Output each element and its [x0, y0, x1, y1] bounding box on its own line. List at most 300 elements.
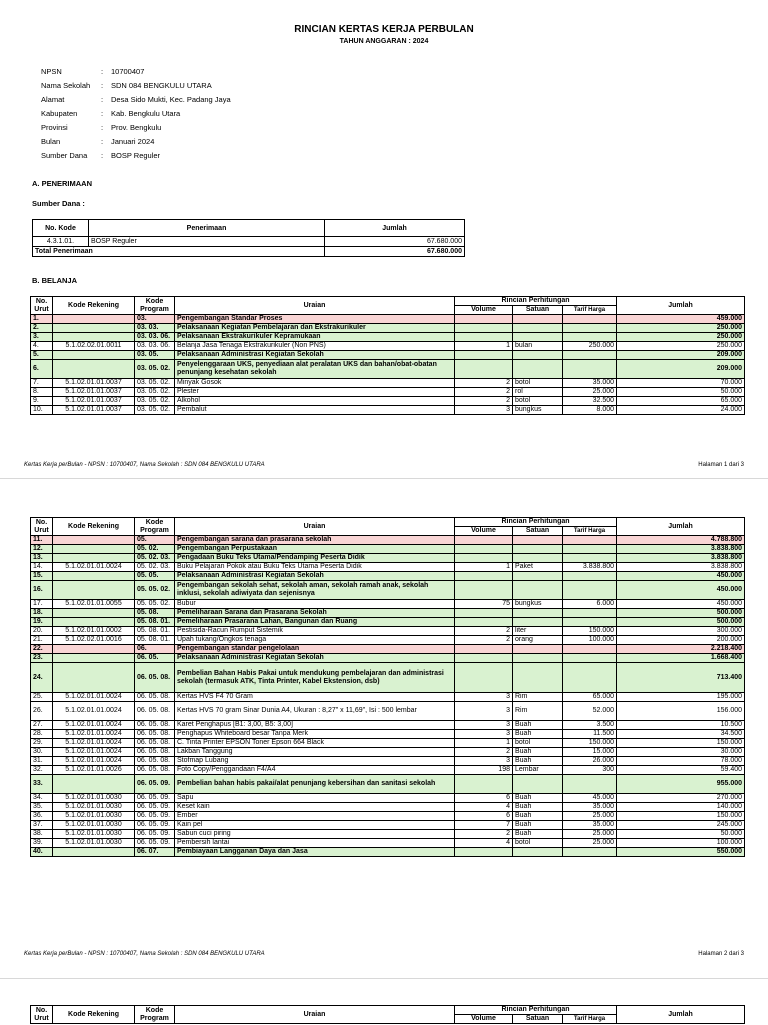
info-row — [41, 120, 231, 134]
jumlah-cell: 67.680.000 — [325, 237, 465, 247]
tarif-cell: 25.000 — [563, 388, 617, 397]
kode-program-cell: 06. 05. 09. — [135, 821, 175, 830]
table-row — [31, 702, 745, 721]
table-row — [31, 830, 745, 839]
no-cell: 23. — [31, 654, 53, 663]
info-value: Prov. Bengkulu — [111, 122, 162, 132]
kode-rekening-cell — [53, 554, 135, 563]
kode-program-cell: 05. 08. 01. — [135, 636, 175, 645]
no-cell: 36. — [31, 812, 53, 821]
header-no-kode: No. Kode — [33, 220, 89, 237]
kode-rekening-cell — [53, 351, 135, 360]
belanja-table-page-1 — [30, 296, 745, 415]
belanja-body-page-2 — [31, 536, 745, 857]
info-colon: : — [101, 108, 104, 118]
no-cell: 8. — [31, 388, 53, 397]
kode-program-cell: 05. 08. 01. — [135, 618, 175, 627]
kode-rekening-cell — [53, 645, 135, 654]
kode-rekening-cell: 5.1.02.01.01.0024 — [53, 730, 135, 739]
no-cell: 12. — [31, 545, 53, 554]
table-row — [31, 554, 745, 563]
no-cell: 31. — [31, 757, 53, 766]
table-row — [31, 636, 745, 645]
volume-cell: 6 — [455, 812, 513, 821]
uraian-cell: Penyelenggaraan UKS, penyediaan alat peralatan UKS dan bahan/obat-obatan penunjang kesehatan sekolah — [175, 360, 455, 379]
satuan-cell: Buah — [513, 821, 563, 830]
table-row — [31, 812, 745, 821]
info-row — [41, 148, 231, 162]
kode-program-cell: 05. 05. — [135, 572, 175, 581]
no-cell: 24. — [31, 663, 53, 693]
kode-rekening-cell — [53, 609, 135, 618]
table-row — [31, 645, 745, 654]
uraian-cell: Pembiayaan Langganan Daya dan Jasa — [175, 848, 455, 857]
kode-program-cell: 03. 05. 02. — [135, 388, 175, 397]
kode-rekening-cell — [53, 315, 135, 324]
kode-rekening-cell — [53, 663, 135, 693]
no-cell: 15. — [31, 572, 53, 581]
uraian-cell: Sapu — [175, 794, 455, 803]
info-value: SDN 084 BENGKULU UTARA — [111, 80, 212, 90]
satuan-cell — [513, 333, 563, 342]
header-rincian: Rincian Perhitungan — [455, 297, 617, 306]
header-kode-program: Kode Program — [135, 1006, 175, 1024]
table-row — [31, 627, 745, 636]
tarif-cell — [563, 351, 617, 360]
total-label: Total Penerimaan — [33, 247, 325, 257]
tarif-cell: 3.838.800 — [563, 563, 617, 572]
total-value: 67.680.000 — [325, 247, 465, 257]
uraian-cell: Pemeliharaan Prasarana Lahan, Bangunan dan Ruang — [175, 618, 455, 627]
info-colon: : — [101, 150, 104, 160]
jumlah-cell: 100.000 — [617, 839, 745, 848]
kode-rekening-cell: 5.1.02.01.01.0030 — [53, 821, 135, 830]
table-row — [31, 324, 745, 333]
kode-program-cell: 06. 05. 08. — [135, 739, 175, 748]
document-page-2 — [0, 478, 768, 979]
header-no-urut: No. Urut — [31, 1006, 53, 1024]
table-row — [31, 848, 745, 857]
tarif-cell — [563, 333, 617, 342]
kode-rekening-cell — [53, 775, 135, 794]
table-row — [31, 721, 745, 730]
info-label: NPSN — [41, 66, 62, 76]
kode-rekening-cell — [53, 324, 135, 333]
kode-rekening-cell — [53, 536, 135, 545]
kode-program-cell: 05. 05. 02. — [135, 581, 175, 600]
satuan-cell: botol — [513, 379, 563, 388]
volume-cell: 3 — [455, 693, 513, 702]
uraian-cell: Bubur — [175, 600, 455, 609]
kode-program-cell: 05. — [135, 536, 175, 545]
satuan-cell: Buah — [513, 812, 563, 821]
table-row — [31, 730, 745, 739]
jumlah-cell: 209.000 — [617, 351, 745, 360]
kode-program-cell: 06. 05. 08. — [135, 702, 175, 721]
volume-cell: 3 — [455, 757, 513, 766]
header-satuan: Satuan — [513, 527, 563, 536]
jumlah-cell: 24.000 — [617, 406, 745, 415]
jumlah-cell: 459.000 — [617, 315, 745, 324]
tarif-cell: 6.000 — [563, 600, 617, 609]
header-jumlah: Jumlah — [617, 518, 745, 536]
jumlah-cell: 1.668.400 — [617, 654, 745, 663]
no-cell: 27. — [31, 721, 53, 730]
kode-program-cell: 06. 05. 09. — [135, 830, 175, 839]
jumlah-cell: 200.000 — [617, 636, 745, 645]
satuan-cell: Buah — [513, 730, 563, 739]
kode-rekening-cell: 5.1.02.01.01.0002 — [53, 627, 135, 636]
no-cell: 39. — [31, 839, 53, 848]
tarif-cell: 35.000 — [563, 821, 617, 830]
header-no-urut: No. Urut — [31, 518, 53, 536]
volume-cell — [455, 645, 513, 654]
kode-program-cell: 06. 05. 08. — [135, 721, 175, 730]
satuan-cell: Buah — [513, 721, 563, 730]
satuan-cell: orang — [513, 636, 563, 645]
uraian-cell: Pembelian bahan habis pakai/alat penunjang kebersihan dan sanitasi sekolah — [175, 775, 455, 794]
uraian-cell: Minyak Gosok — [175, 379, 455, 388]
satuan-cell: liter — [513, 627, 563, 636]
kode-program-cell: 06. 05. 08. — [135, 663, 175, 693]
kode-rekening-cell: 5.1.02.01.01.0030 — [53, 794, 135, 803]
satuan-cell: botol — [513, 739, 563, 748]
uraian-cell: Buku Pelajaran Pokok atau Buku Teks Utama Peserta Didik — [175, 563, 455, 572]
uraian-cell: Pelaksanaan Administrasi Kegiatan Sekolah — [175, 351, 455, 360]
tarif-cell — [563, 554, 617, 563]
no-cell: 34. — [31, 794, 53, 803]
jumlah-cell: 245.000 — [617, 821, 745, 830]
volume-cell: 2 — [455, 636, 513, 645]
jumlah-cell: 156.000 — [617, 702, 745, 721]
kode-rekening-cell: 5.1.02.01.01.0024 — [53, 748, 135, 757]
belanja-table-page-2 — [30, 517, 745, 857]
no-cell: 37. — [31, 821, 53, 830]
satuan-cell — [513, 351, 563, 360]
volume-cell: 1 — [455, 739, 513, 748]
table-row — [31, 388, 745, 397]
volume-cell: 198 — [455, 766, 513, 775]
jumlah-cell: 300.000 — [617, 627, 745, 636]
satuan-cell — [513, 645, 563, 654]
kode-rekening-cell — [53, 654, 135, 663]
info-row — [41, 64, 231, 78]
header-satuan: Satuan — [513, 306, 563, 315]
satuan-cell: Buah — [513, 794, 563, 803]
table-row — [31, 775, 745, 794]
volume-cell — [455, 536, 513, 545]
uraian-cell: Pelaksanaan Ekstrakurikuler Kepramukaan — [175, 333, 455, 342]
no-cell: 25. — [31, 693, 53, 702]
table-row — [31, 397, 745, 406]
jumlah-cell: 3.838.800 — [617, 563, 745, 572]
no-cell: 5. — [31, 351, 53, 360]
tarif-cell — [563, 663, 617, 693]
table-row — [31, 609, 745, 618]
volume-cell: 2 — [455, 627, 513, 636]
no-cell: 9. — [31, 397, 53, 406]
info-label: Provinsi — [41, 122, 68, 132]
no-cell: 28. — [31, 730, 53, 739]
satuan-cell: Buah — [513, 830, 563, 839]
uraian-cell: Pengembangan sarana dan prasarana sekolah — [175, 536, 455, 545]
satuan-cell — [513, 360, 563, 379]
tarif-cell: 150.000 — [563, 739, 617, 748]
no-cell: 19. — [31, 618, 53, 627]
table-row — [31, 545, 745, 554]
jumlah-cell: 34.500 — [617, 730, 745, 739]
satuan-cell — [513, 545, 563, 554]
volume-cell — [455, 333, 513, 342]
table-row — [31, 333, 745, 342]
satuan-cell: bungkus — [513, 406, 563, 415]
satuan-cell: Buah — [513, 757, 563, 766]
table-row — [31, 766, 745, 775]
table-row — [31, 379, 745, 388]
tarif-cell — [563, 645, 617, 654]
uraian-cell: Pengembangan Perpustakaan — [175, 545, 455, 554]
kode-rekening-cell: 5.1.02.02.01.0016 — [53, 636, 135, 645]
volume-cell — [455, 351, 513, 360]
header-rincian: Rincian Perhitungan — [455, 518, 617, 527]
no-cell: 6. — [31, 360, 53, 379]
kode-program-cell: 03. 05. 02. — [135, 397, 175, 406]
document-subtitle: TAHUN ANGGARAN : 2024 — [339, 38, 429, 45]
satuan-cell: Paket — [513, 563, 563, 572]
sumber-dana-label: Sumber Dana : — [32, 199, 85, 208]
volume-cell: 2 — [455, 830, 513, 839]
tarif-cell — [563, 572, 617, 581]
jumlah-cell: 2.218.400 — [617, 645, 745, 654]
table-row — [31, 663, 745, 693]
header-kode-rekening: Kode Rekening — [53, 297, 135, 315]
tarif-cell: 250.000 — [563, 342, 617, 351]
volume-cell: 2 — [455, 397, 513, 406]
volume-cell — [455, 572, 513, 581]
volume-cell — [455, 654, 513, 663]
header-tarif: Tarif Harga — [563, 527, 617, 536]
kode-program-cell: 06. 07. — [135, 848, 175, 857]
satuan-cell — [513, 536, 563, 545]
document-page-1 — [0, 0, 768, 478]
tarif-cell: 35.000 — [563, 803, 617, 812]
info-colon: : — [101, 94, 104, 104]
kode-program-cell: 05. 02. — [135, 545, 175, 554]
tarif-cell — [563, 581, 617, 600]
satuan-cell: Rim — [513, 693, 563, 702]
kode-rekening-cell: 5.1.02.01.01.0026 — [53, 766, 135, 775]
kode-rekening-cell: 5.1.02.01.01.0030 — [53, 812, 135, 821]
satuan-cell: Rim — [513, 702, 563, 721]
document-page-3 — [0, 978, 768, 1025]
jumlah-cell: 50.000 — [617, 388, 745, 397]
uraian-cell: Kain pel — [175, 821, 455, 830]
no-cell: 1. — [31, 315, 53, 324]
no-cell: 13. — [31, 554, 53, 563]
tarif-cell: 52.000 — [563, 702, 617, 721]
no-cell: 21. — [31, 636, 53, 645]
jumlah-cell: 3.838.800 — [617, 554, 745, 563]
no-cell: 32. — [31, 766, 53, 775]
uraian-cell: BOSP Reguler — [89, 237, 325, 247]
uraian-cell: Pelaksanaan Kegiatan Pembelajaran dan Ekstrakurikuler — [175, 324, 455, 333]
table-row — [31, 351, 745, 360]
volume-cell — [455, 663, 513, 693]
tarif-cell — [563, 536, 617, 545]
kode-program-cell: 06. 05. 09. — [135, 775, 175, 794]
no-cell: 30. — [31, 748, 53, 757]
table-row — [31, 572, 745, 581]
kode-program-cell: 06. 05. 08. — [135, 730, 175, 739]
volume-cell: 4 — [455, 839, 513, 848]
header-tarif: Tarif Harga — [563, 1015, 617, 1024]
jumlah-cell: 150.000 — [617, 812, 745, 821]
satuan-cell — [513, 848, 563, 857]
no-cell: 14. — [31, 563, 53, 572]
kode-rekening-cell: 5.1.02.01.01.0024 — [53, 739, 135, 748]
satuan-cell — [513, 324, 563, 333]
jumlah-cell: 450.000 — [617, 581, 745, 600]
jumlah-cell: 78.000 — [617, 757, 745, 766]
tarif-cell: 100.000 — [563, 636, 617, 645]
tarif-cell: 15.000 — [563, 748, 617, 757]
table-row — [31, 821, 745, 830]
kode-program-cell: 03. 05. 02. — [135, 360, 175, 379]
jumlah-cell: 550.000 — [617, 848, 745, 857]
satuan-cell — [513, 609, 563, 618]
footer-left: Kertas Kerja perBulan - NPSN : 10700407, Nama Sekolah : SDN 084 BENGKULU UTARA — [24, 951, 265, 957]
kode-program-cell: 05. 05. 02. — [135, 600, 175, 609]
header-uraian: Uraian — [175, 518, 455, 536]
jumlah-cell: 250.000 — [617, 333, 745, 342]
table-row — [31, 654, 745, 663]
volume-cell: 2 — [455, 748, 513, 757]
kode-rekening-cell — [53, 360, 135, 379]
uraian-cell: Pengembangan Standar Proses — [175, 315, 455, 324]
table-row — [31, 739, 745, 748]
table-row — [31, 748, 745, 757]
belanja-body-page-1 — [31, 315, 745, 415]
jumlah-cell: 195.000 — [617, 693, 745, 702]
document-title: RINCIAN KERTAS KERJA PERBULAN — [294, 24, 474, 35]
tarif-cell: 150.000 — [563, 627, 617, 636]
info-label: Sumber Dana — [41, 150, 88, 160]
header-kode-rekening: Kode Rekening — [53, 518, 135, 536]
uraian-cell: Kertas HVS F4 70 Gram — [175, 693, 455, 702]
jumlah-cell: 209.000 — [617, 360, 745, 379]
page-footer-2 — [24, 951, 744, 957]
belanja-table-page-3 — [30, 1005, 745, 1024]
tarif-cell: 25.000 — [563, 830, 617, 839]
uraian-cell: Kertas HVS 70 gram Sinar Dunia A4, Ukuran : 8,27" x 11,69", Isi : 500 lembar — [175, 702, 455, 721]
tarif-cell — [563, 315, 617, 324]
uraian-cell: Pembalut — [175, 406, 455, 415]
no-cell: 40. — [31, 848, 53, 857]
header-jumlah: Jumlah — [617, 297, 745, 315]
uraian-cell: Pembersih lantai — [175, 839, 455, 848]
kode-program-cell: 06. 05. 08. — [135, 757, 175, 766]
volume-cell: 3 — [455, 721, 513, 730]
jumlah-cell: 450.000 — [617, 600, 745, 609]
jumlah-cell: 713.400 — [617, 663, 745, 693]
tarif-cell: 65.000 — [563, 693, 617, 702]
info-row — [41, 106, 231, 120]
info-row — [41, 92, 231, 106]
header-uraian: Uraian — [175, 1006, 455, 1024]
volume-cell — [455, 315, 513, 324]
no-cell: 22. — [31, 645, 53, 654]
satuan-cell — [513, 315, 563, 324]
uraian-cell: Pestisida-Racun Rumput Sistemik — [175, 627, 455, 636]
volume-cell: 2 — [455, 388, 513, 397]
satuan-cell: bungkus — [513, 600, 563, 609]
table-row — [31, 342, 745, 351]
kode-cell: 4.3.1.01. — [33, 237, 89, 247]
kode-program-cell: 06. 05. 08. — [135, 766, 175, 775]
penerimaan-table — [32, 219, 465, 257]
table-row — [31, 406, 745, 415]
uraian-cell: Foto Copy/Penggandaan F4/A4 — [175, 766, 455, 775]
kode-program-cell: 03. 05. 02. — [135, 406, 175, 415]
header-kode-program: Kode Program — [135, 297, 175, 315]
table-row — [31, 581, 745, 600]
satuan-cell — [513, 618, 563, 627]
info-value: Januari 2024 — [111, 136, 155, 146]
kode-rekening-cell: 5.1.02.01.01.0037 — [53, 406, 135, 415]
kode-rekening-cell: 5.1.02.01.01.0024 — [53, 757, 135, 766]
tarif-cell: 25.000 — [563, 812, 617, 821]
kode-program-cell: 03. — [135, 315, 175, 324]
jumlah-cell: 30.000 — [617, 748, 745, 757]
tarif-cell: 35.000 — [563, 379, 617, 388]
kode-program-cell: 06. 05. — [135, 654, 175, 663]
header-rincian: Rincian Perhitungan — [455, 1006, 617, 1015]
kode-rekening-cell: 5.1.02.01.01.0030 — [53, 839, 135, 848]
kode-rekening-cell — [53, 848, 135, 857]
header-kode-program: Kode Program — [135, 518, 175, 536]
satuan-cell — [513, 554, 563, 563]
info-row — [41, 134, 231, 148]
table-row — [31, 315, 745, 324]
satuan-cell: bulan — [513, 342, 563, 351]
info-value: 10700407 — [111, 66, 145, 76]
kode-rekening-cell — [53, 618, 135, 627]
uraian-cell: Keset kain — [175, 803, 455, 812]
volume-cell — [455, 848, 513, 857]
volume-cell: 3 — [455, 702, 513, 721]
table-row — [31, 618, 745, 627]
kode-program-cell: 03. 03. — [135, 324, 175, 333]
jumlah-cell: 140.000 — [617, 803, 745, 812]
table-row — [31, 563, 745, 572]
jumlah-cell: 450.000 — [617, 572, 745, 581]
table-row — [31, 536, 745, 545]
header-uraian: Uraian — [175, 297, 455, 315]
volume-cell: 1 — [455, 563, 513, 572]
header-tarif: Tarif Harga — [563, 306, 617, 315]
info-label: Kabupaten — [41, 108, 78, 118]
satuan-cell: Buah — [513, 748, 563, 757]
info-label: Nama Sekolah — [41, 80, 91, 90]
no-cell: 11. — [31, 536, 53, 545]
volume-cell: 3 — [455, 406, 513, 415]
jumlah-cell: 10.500 — [617, 721, 745, 730]
table-row — [31, 600, 745, 609]
jumlah-cell: 65.000 — [617, 397, 745, 406]
tarif-cell: 300 — [563, 766, 617, 775]
tarif-cell — [563, 618, 617, 627]
no-cell: 7. — [31, 379, 53, 388]
